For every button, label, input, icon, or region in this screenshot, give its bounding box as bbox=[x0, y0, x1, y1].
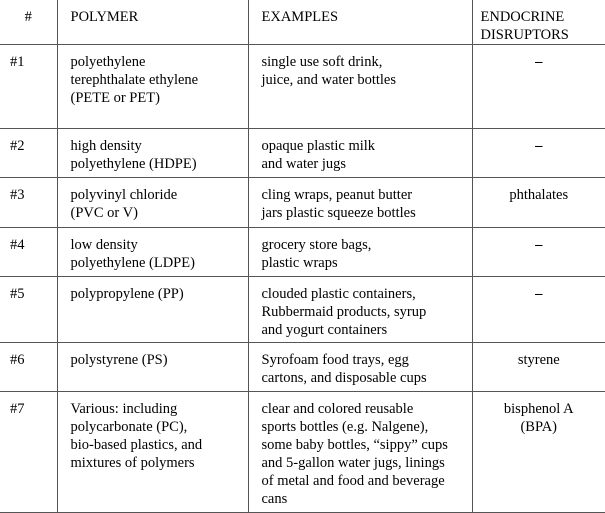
table-row bbox=[0, 343, 605, 392]
table-body bbox=[0, 45, 605, 513]
row-num: #2 bbox=[0, 129, 57, 178]
table-row bbox=[0, 129, 605, 178]
header-endocrine-disruptors: ENDOCRINE DISRUPTORS bbox=[472, 0, 605, 45]
row-polymer: high density polyethylene (HDPE) bbox=[57, 129, 248, 178]
row-num: #4 bbox=[0, 228, 57, 277]
table-row bbox=[0, 277, 605, 343]
row-endocrine: – bbox=[472, 277, 605, 343]
row-num: #1 bbox=[0, 45, 57, 129]
row-examples: single use soft drink, juice, and water bottles bbox=[248, 45, 472, 129]
row-examples: Syrofoam food trays, egg cartons, and disposable cups bbox=[248, 343, 472, 392]
row-examples: opaque plastic milk and water jugs bbox=[248, 129, 472, 178]
row-endocrine: styrene bbox=[472, 343, 605, 392]
header-row bbox=[0, 0, 605, 45]
row-endocrine: bisphenol A (BPA) bbox=[472, 392, 605, 513]
table-row bbox=[0, 178, 605, 228]
table-row bbox=[0, 392, 605, 513]
table-header bbox=[0, 0, 605, 45]
row-endocrine: – bbox=[472, 228, 605, 277]
row-polymer: polypropylene (PP) bbox=[57, 277, 248, 343]
row-endocrine: phthalates bbox=[472, 178, 605, 228]
header-num: # bbox=[0, 0, 57, 45]
row-num: #7 bbox=[0, 392, 57, 513]
row-polymer: low density polyethylene (LDPE) bbox=[57, 228, 248, 277]
row-polymer: polyvinyl chloride (PVC or V) bbox=[57, 178, 248, 228]
row-num: #5 bbox=[0, 277, 57, 343]
row-polymer: Various: including polycarbonate (PC), bio-based plastics, and mixtures of polymers bbox=[57, 392, 248, 513]
row-endocrine: – bbox=[472, 45, 605, 129]
row-examples: clouded plastic containers, Rubbermaid products, syrup and yogurt containers bbox=[248, 277, 472, 343]
row-examples: grocery store bags, plastic wraps bbox=[248, 228, 472, 277]
row-num: #3 bbox=[0, 178, 57, 228]
row-examples: cling wraps, peanut butter jars plastic squeeze bottles bbox=[248, 178, 472, 228]
row-polymer: polyethylene terephthalate ethylene (PETE or PET) bbox=[57, 45, 248, 129]
table-row bbox=[0, 228, 605, 277]
header-polymer: POLYMER bbox=[57, 0, 248, 45]
row-examples: clear and colored reusable sports bottles (e.g. Nalgene), some baby bottles, “sippy” cups and 5-gallon water jugs, linings of metal and food and beverage cans bbox=[248, 392, 472, 513]
table-row bbox=[0, 45, 605, 129]
row-num: #6 bbox=[0, 343, 57, 392]
header-examples: EXAMPLES bbox=[248, 0, 472, 45]
row-endocrine: – bbox=[472, 129, 605, 178]
row-polymer: polystyrene (PS) bbox=[57, 343, 248, 392]
